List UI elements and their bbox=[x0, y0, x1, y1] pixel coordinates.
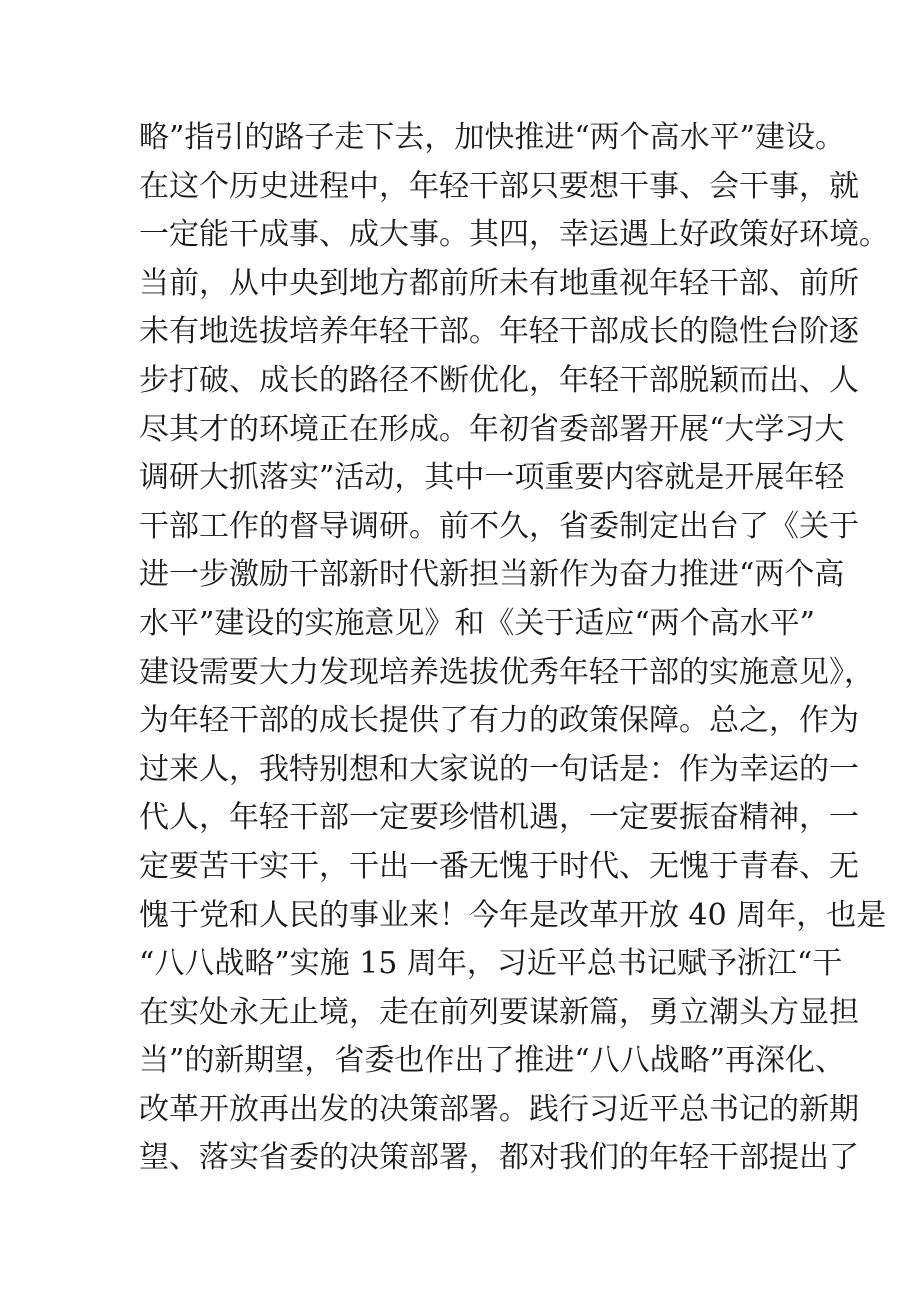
text-line: 一定能干成事、成大事。其四，幸运遇上好政策好环境。 bbox=[139, 217, 889, 253]
text-line: 望、落实省委的决策部署，都对我们的年轻干部提出了 bbox=[139, 1140, 859, 1176]
text-line: 干部工作的督导调研。前不久，省委制定出台了《关于 bbox=[139, 508, 859, 544]
text-line: 当前，从中央到地方都前所未有地重视年轻干部、前所 bbox=[139, 265, 859, 301]
text-line: 尽其才的环境正在形成。年初省委部署开展“大学习大 bbox=[139, 411, 845, 447]
text-line: 调研大抓落实”活动，其中一项重要内容就是开展年轻 bbox=[139, 460, 845, 496]
text-line: 步打破、成长的路径不断优化，年轻干部脱颖而出、人 bbox=[139, 362, 859, 398]
text-line: 建设需要大力发现培养选拔优秀年轻干部的实施意见》， bbox=[139, 654, 874, 690]
body-paragraph bbox=[139, 114, 889, 1183]
text-line: 在实处永无止境，走在前列要谋新篇，勇立潮头方显担 bbox=[139, 994, 859, 1030]
text-line: 在这个历史进程中，年轻干部只要想干事、会干事，就 bbox=[139, 168, 859, 204]
text-line: 过来人，我特别想和大家说的一句话是：作为幸运的一 bbox=[139, 751, 859, 787]
text-line: 略”指引的路子走下去，加快推进“两个高水平”建设。 bbox=[139, 120, 846, 155]
text-line: 进一步激励干部新时代新担当新作为奋力推进“两个高 bbox=[139, 557, 845, 593]
text-line: 当”的新期望，省委也作出了推进“八八战略”再深化、 bbox=[139, 1043, 846, 1079]
text-line: 愧于党和人民的事业来！今年是改革开放 40 周年，也是 bbox=[139, 897, 887, 933]
text-line: 代人，年轻干部一定要珍惜机遇，一定要振奋精神，一 bbox=[139, 800, 859, 836]
text-line: “八八战略”实施 15 周年，习近平总书记赋予浙江“干 bbox=[139, 946, 843, 982]
text-line: 改革开放再出发的决策部署。践行习近平总书记的新期 bbox=[139, 1091, 859, 1127]
text-line: 未有地选拔培养年轻干部。年轻干部成长的隐性台阶逐 bbox=[139, 314, 859, 350]
text-line: 定要苦干实干，干出一番无愧于时代、无愧于青春、无 bbox=[139, 848, 859, 884]
text-line: 水平”建设的实施意见》和《关于适应“两个高水平” bbox=[139, 605, 816, 641]
text-line: 为年轻干部的成长提供了有力的政策保障。总之，作为 bbox=[139, 703, 859, 739]
